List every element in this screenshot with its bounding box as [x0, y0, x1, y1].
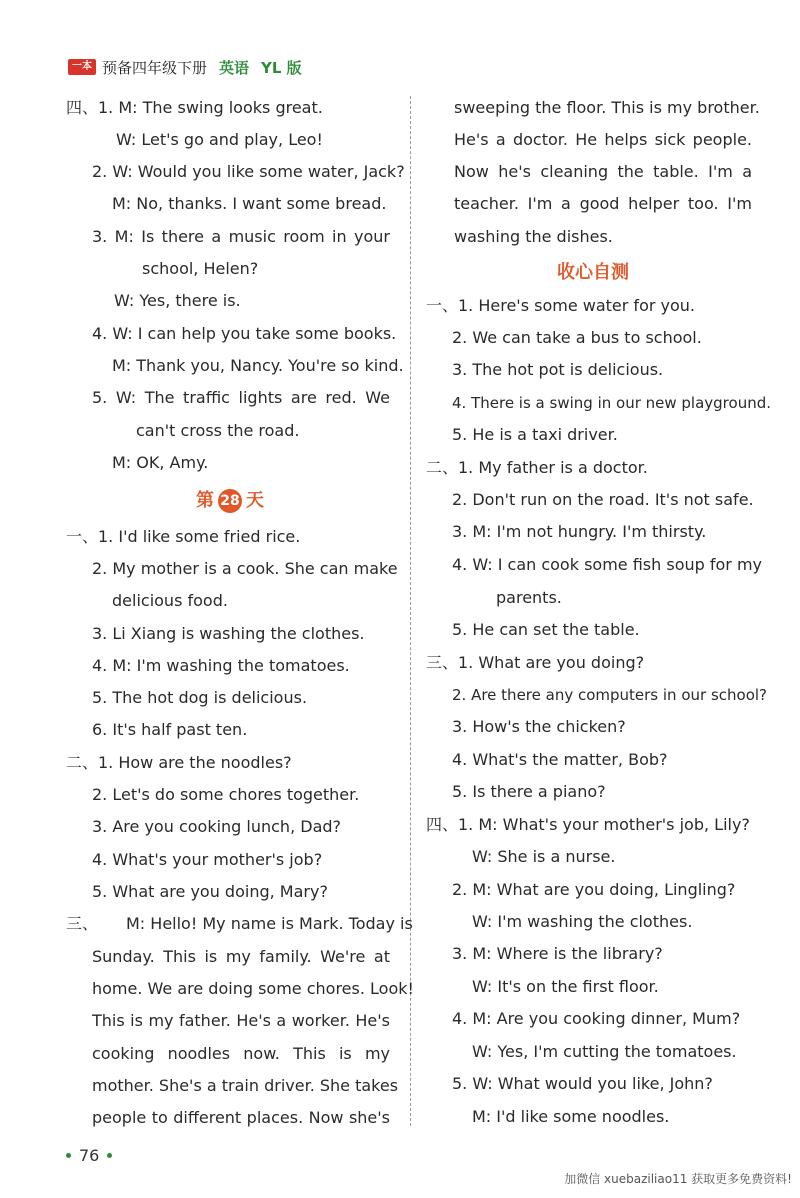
answer-line: Now he's cleaning the table. I'm a — [454, 162, 752, 181]
answer-line: 三、1. What are you doing? — [426, 653, 645, 672]
answer-line: 6. It's half past ten. — [92, 720, 248, 739]
day-title — [66, 484, 394, 518]
bullet-dot-icon — [66, 1153, 71, 1158]
day-suffix: 天 — [246, 490, 264, 511]
answer-line: home. We are doing some chores. Look! — [92, 979, 414, 998]
answer-line: 4. What's the matter, Bob? — [452, 750, 668, 769]
answer-line: 3. Are you cooking lunch, Dad? — [92, 817, 342, 836]
section-marker: 三、 — [66, 914, 99, 933]
answer-line: Sunday. This is my family. We're at — [92, 947, 390, 966]
answer-line: 5. W: What would you like, John? — [452, 1074, 713, 1093]
edition-label: YL 版 — [261, 58, 302, 77]
page-number — [66, 1146, 120, 1165]
answer-line: 3. M: Where is the library? — [452, 944, 663, 963]
answer-line: W: Yes, there is. — [114, 291, 241, 310]
answer-line: W: I'm washing the clothes. — [472, 912, 693, 931]
brand-badge: 一本 — [68, 59, 96, 75]
footer-note: 加微信 xuebaziliao11 获取更多免费资料! — [564, 1172, 792, 1186]
answer-line: W: Yes, I'm cutting the tomatoes. — [472, 1042, 737, 1061]
answer-line: parents. — [496, 588, 562, 607]
answer-line: 2. My mother is a cook. She can make — [92, 559, 398, 578]
bullet-dot-icon — [107, 1153, 112, 1158]
answer-line: 2. W: Would you like some water, Jack? — [92, 162, 405, 181]
answer-line: 2. Let's do some chores together. — [92, 785, 360, 804]
answer-line: W: Let's go and play, Leo! — [116, 130, 323, 149]
section-title: 收心自测 — [557, 262, 629, 283]
answer-line: M: Thank you, Nancy. You're so kind. — [112, 356, 404, 375]
answer-line: mother. She's a train driver. She takes — [92, 1076, 399, 1095]
answer-line: 4. What's your mother's job? — [92, 850, 323, 869]
answer-line: 4. M: Are you cooking dinner, Mum? — [452, 1009, 741, 1028]
answer-line: 二、1. How are the noodles? — [66, 753, 292, 772]
answer-line: sweeping the floor. This is my brother. — [454, 98, 760, 117]
answer-line: 3. M: I'm not hungry. I'm thirsty. — [452, 522, 707, 541]
answer-line: M: OK, Amy. — [112, 453, 209, 472]
answer-line: 4. There is a swing in our new playground. — [452, 394, 771, 412]
answer-line: 4. M: I'm washing the tomatoes. — [92, 656, 350, 675]
subject-label: 英语 — [219, 58, 250, 77]
book-title: 预备四年级下册 — [102, 58, 208, 77]
answer-line: teacher. I'm a good helper too. I'm — [454, 194, 752, 213]
answer-line: people to different places. Now she's — [92, 1108, 390, 1127]
answer-line: M: Hello! My name is Mark. Today is — [126, 914, 413, 933]
answer-line: cooking noodles now. This is my — [92, 1044, 390, 1063]
answer-line: 2. Don't run on the road. It's not safe. — [452, 490, 754, 509]
answer-line: delicious food. — [112, 591, 228, 610]
answer-line: 一、1. Here's some water for you. — [426, 296, 696, 315]
answer-line: washing the dishes. — [454, 227, 613, 246]
page-number-text: 76 — [79, 1146, 100, 1165]
answer-line: 5. W: The traffic lights are red. We — [92, 388, 390, 407]
answer-line: M: I'd like some noodles. — [472, 1107, 670, 1126]
answer-line: 5. Is there a piano? — [452, 782, 606, 801]
day-number-badge: 28 — [218, 489, 242, 513]
page-header — [68, 56, 302, 78]
answer-line: 4. W: I can cook some fish soup for my — [452, 555, 762, 574]
answer-line: 3. The hot pot is delicious. — [452, 360, 664, 379]
answer-line: 5. He can set the table. — [452, 620, 640, 639]
column-divider — [410, 96, 411, 1126]
answer-line: This is my father. He's a worker. He's — [92, 1011, 390, 1030]
answer-line: 5. The hot dog is delicious. — [92, 688, 308, 707]
answer-line: 3. M: Is there a music room in your — [92, 227, 390, 246]
answer-line: 一、1. I'd like some fried rice. — [66, 527, 301, 546]
day-prefix: 第 — [196, 490, 214, 511]
answer-line: 4. W: I can help you take some books. — [92, 324, 397, 343]
answer-line: school, Helen? — [142, 259, 259, 278]
answer-line: 5. He is a taxi driver. — [452, 425, 618, 444]
answer-line: W: She is a nurse. — [472, 847, 616, 866]
answer-line: 3. How's the chicken? — [452, 717, 626, 736]
answer-line: He's a doctor. He helps sick people. — [454, 130, 752, 149]
answer-line: M: No, thanks. I want some bread. — [112, 194, 387, 213]
answer-line: 二、1. My father is a doctor. — [426, 458, 648, 477]
answer-line: 四、1. M: What's your mother's job, Lily? — [426, 815, 750, 834]
answer-line: 四、1. M: The swing looks great. — [66, 98, 323, 117]
answer-line: 2. Are there any computers in our school? — [452, 686, 768, 704]
answer-line: 3. Li Xiang is washing the clothes. — [92, 624, 365, 643]
answer-line: 2. We can take a bus to school. — [452, 328, 702, 347]
answer-line: W: It's on the first floor. — [472, 977, 659, 996]
answer-line: can't cross the road. — [136, 421, 300, 440]
answer-line: 2. M: What are you doing, Lingling? — [452, 880, 736, 899]
answer-line: 5. What are you doing, Mary? — [92, 882, 328, 901]
